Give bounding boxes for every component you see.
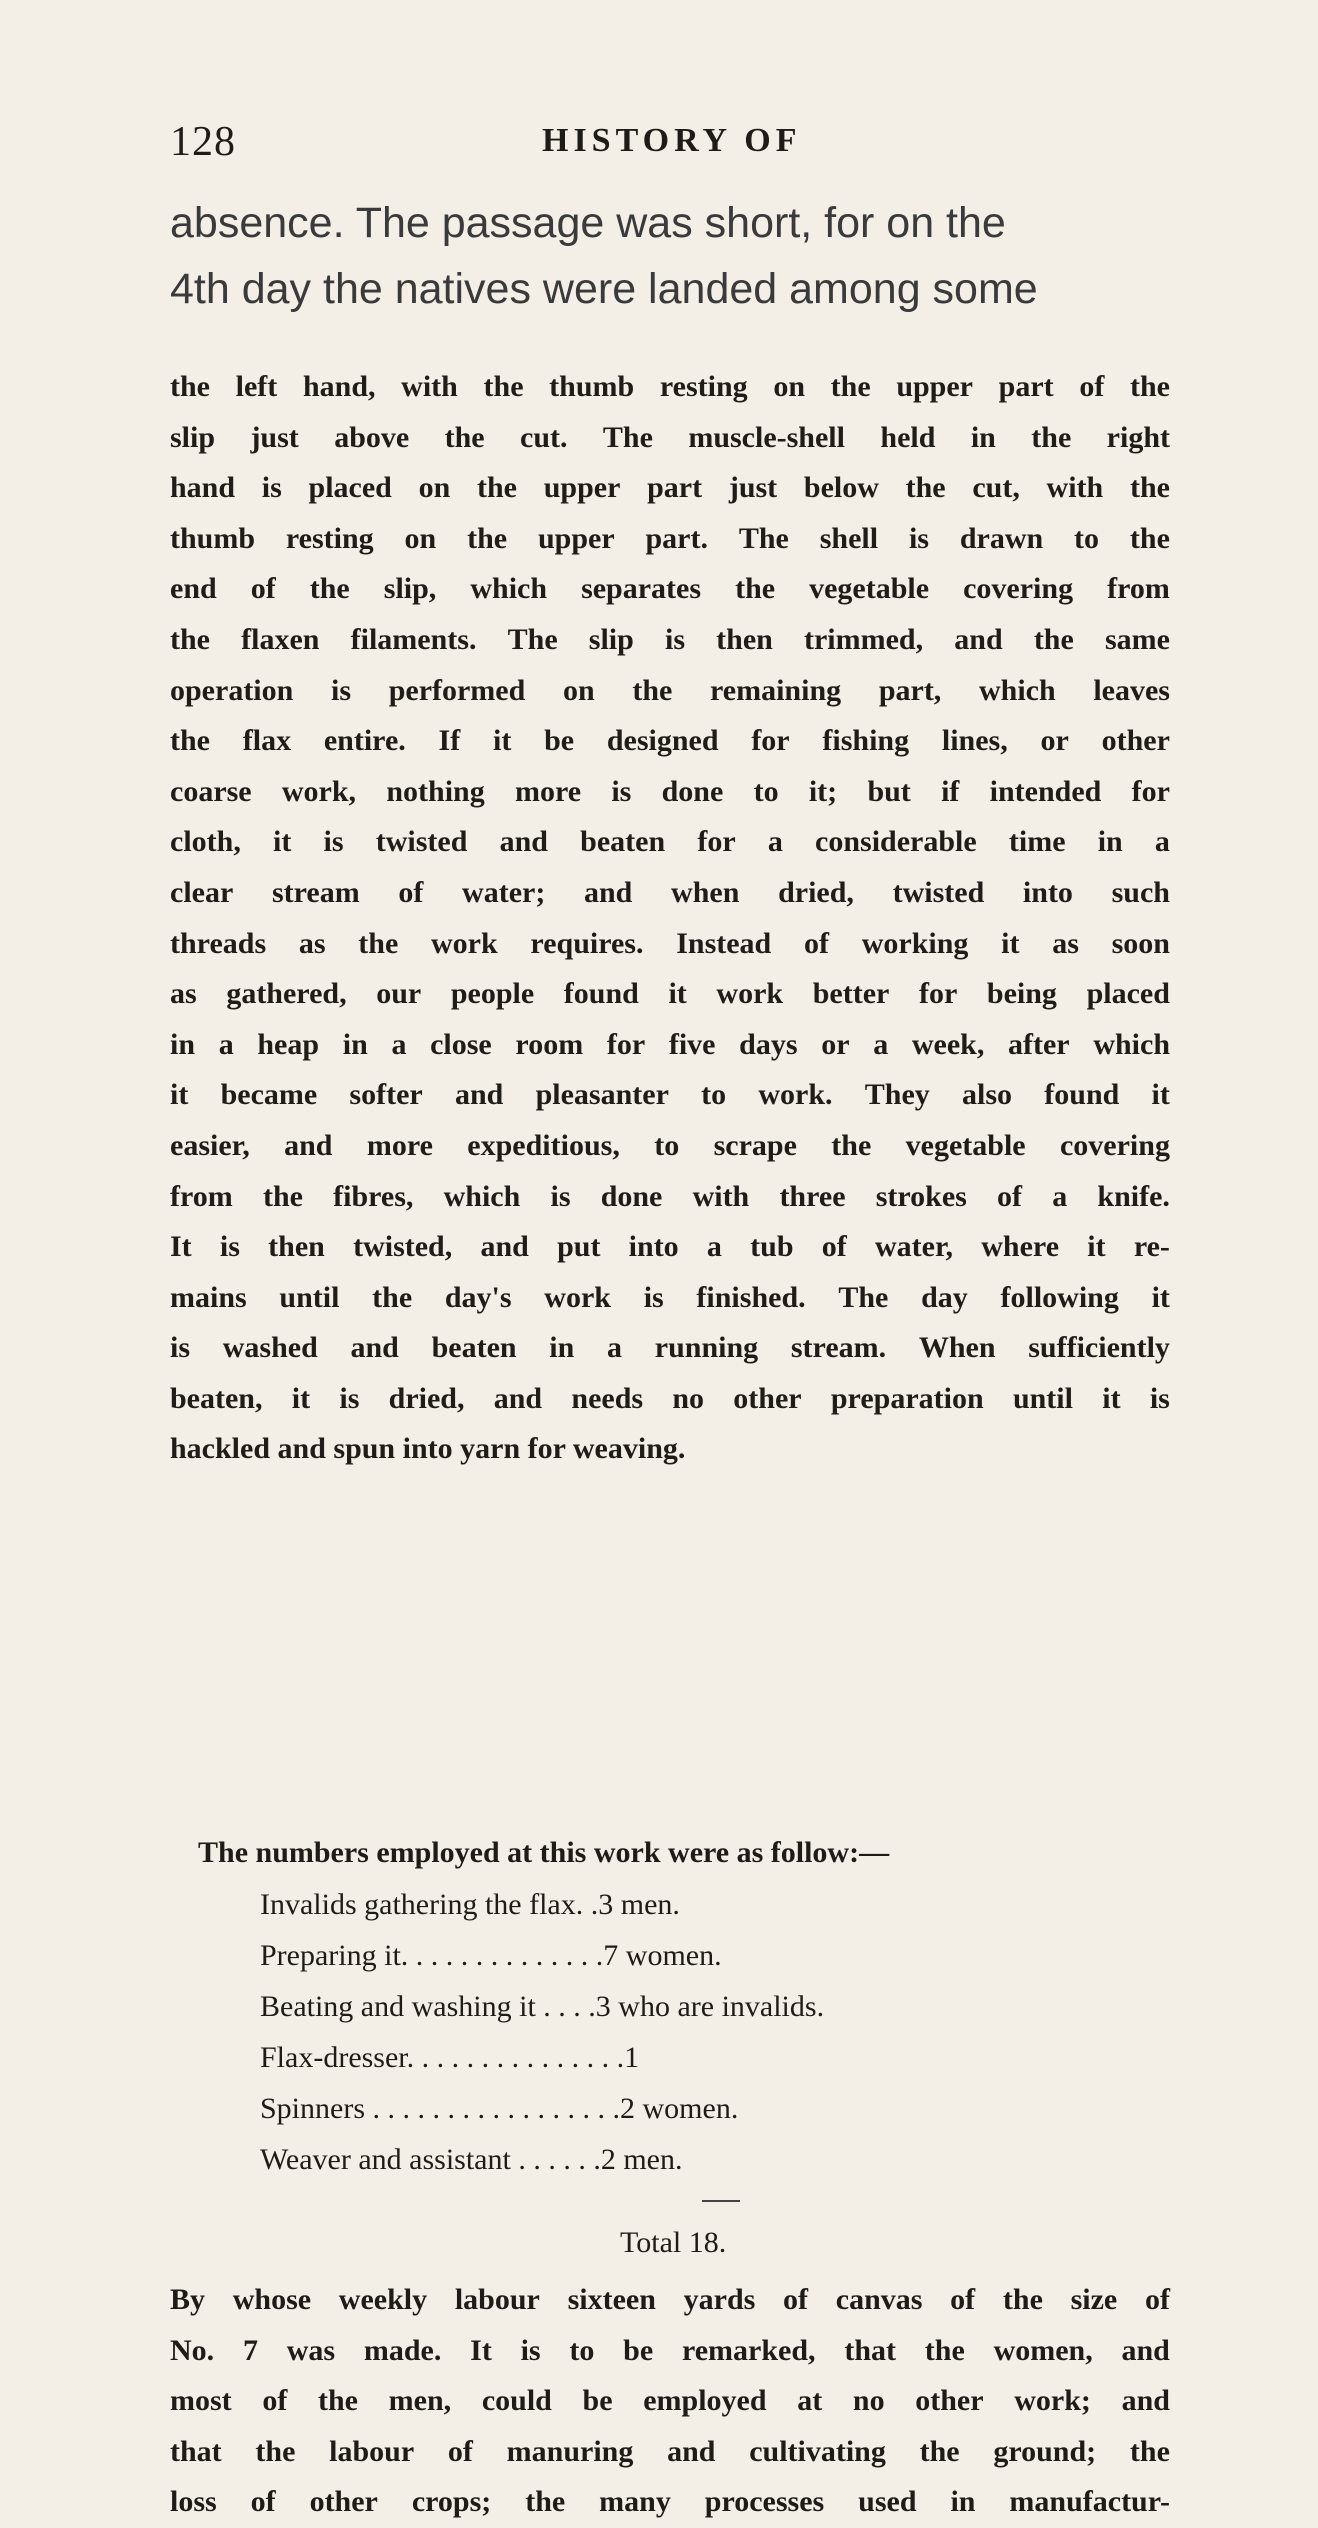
roster-row: Invalids gathering the flax. .3 men. [260, 1888, 680, 1921]
text-line: hand is placed on the upper part just below the cut, with the [170, 471, 1170, 505]
roster-list [260, 1888, 824, 2194]
roster-total: Total 18. [620, 2226, 727, 2259]
pasted-slip-text [170, 190, 1170, 322]
text-line: the left hand, with the thumb resting on the upper part of the [170, 370, 1170, 403]
text-line: No. 7 was made. It is to be remarked, that the women, and [170, 2333, 1170, 2367]
roster-row: Preparing it. . . . . . . . . . . . . .7 women. [260, 1939, 722, 1972]
roster-row: Beating and washing it . . . .3 who are invalids. [260, 1990, 825, 2023]
text-line: By whose weekly labour sixteen yards of canvas of the size of [170, 2283, 1170, 2316]
text-line: It is then twisted, and put into a tub of water, where it re- [170, 1230, 1170, 1264]
slip-line: 4th day the natives were landed among some [170, 265, 1038, 313]
roster-row: Flax-dresser. . . . . . . . . . . . . . .1 [260, 2041, 640, 2074]
page-header [170, 118, 1170, 178]
text-line: beaten, it is dried, and needs no other preparation until it is [170, 1381, 1170, 1415]
text-line: in a heap in a close room for five days or a week, after which [170, 1027, 1170, 1061]
text-line: operation is performed on the remaining part, which leaves [170, 673, 1170, 707]
text-line: the flax entire. If it be designed for fishing lines, or other [170, 724, 1170, 758]
text-line: clear stream of water; and when dried, twisted into such [170, 875, 1170, 909]
body-paragraph [170, 362, 1170, 1475]
text-line: loss of other crops; the many processes used in manufactur- [170, 2485, 1170, 2519]
text-line: that the labour of manuring and cultivating the ground; the [170, 2434, 1170, 2468]
text-line: end of the slip, which separates the vegetable covering from [170, 572, 1170, 606]
text-line: thumb resting on the upper part. The shell is drawn to the [170, 521, 1170, 555]
text-line: coarse work, nothing more is done to it; but if intended for [170, 774, 1170, 808]
text-line: from the fibres, which is done with three strokes of a knife. [170, 1179, 1170, 1213]
slip-line: absence. The passage was short, for on the [170, 199, 1006, 247]
roster-row: Spinners . . . . . . . . . . . . . . . . .2 women. [260, 2092, 739, 2125]
text-line: slip just above the cut. The muscle-shell held in the right [170, 420, 1170, 454]
text-line: mains until the day's work is finished. The day following it [170, 1280, 1170, 1314]
text-line: as gathered, our people found it work better for being placed [170, 977, 1170, 1011]
roster-row: Weaver and assistant . . . . . .2 men. [260, 2143, 683, 2176]
text-line: most of the men, could be employed at no other work; and [170, 2384, 1170, 2418]
total-rule [702, 2200, 740, 2202]
text-line: it became softer and pleasanter to work. They also found it [170, 1078, 1170, 1112]
closing-paragraph [170, 2275, 1170, 2528]
text-line: is washed and beaten in a running stream. When sufficiently [170, 1331, 1170, 1365]
text-line: easier, and more expeditious, to scrape the vegetable covering [170, 1128, 1170, 1162]
text-line: the flaxen filaments. The slip is then trimmed, and the same [170, 622, 1170, 656]
text-line: hackled and spun into yarn for weaving. [170, 1432, 686, 1466]
running-head: HISTORY OF [542, 122, 802, 159]
text-line: cloth, it is twisted and beaten for a considerable time in a [170, 825, 1170, 859]
roster-intro: The numbers employed at this work were as follow:— [198, 1836, 890, 1869]
text-line: threads as the work requires. Instead of working it as soon [170, 926, 1170, 960]
page-number: 128 [170, 119, 236, 165]
